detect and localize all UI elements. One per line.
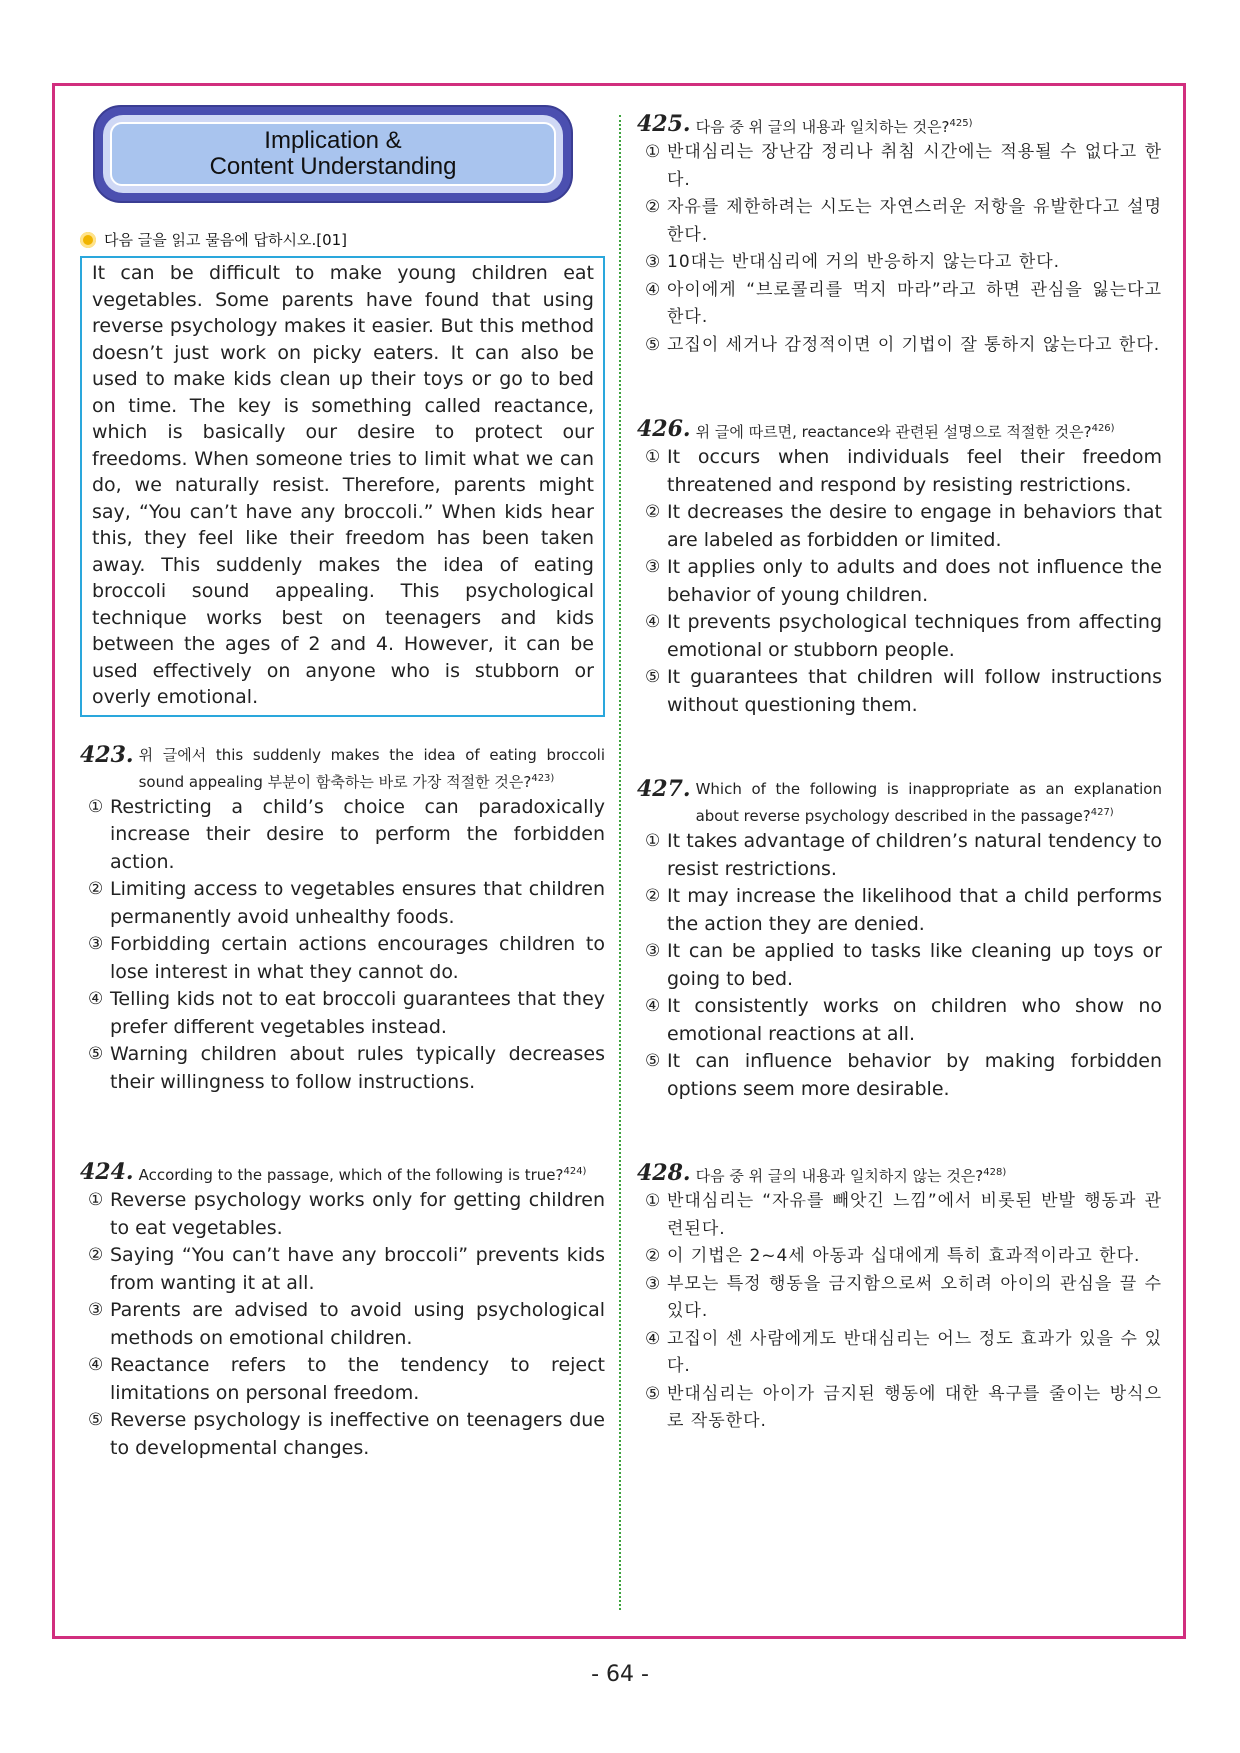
question-number: 425. bbox=[637, 111, 691, 137]
right-column bbox=[637, 112, 1162, 1436]
banner-title-line2: Content Understanding bbox=[209, 153, 457, 180]
option-1[interactable]: ① It takes advantage of children’s natural tendency to resist restrictions. bbox=[645, 830, 1162, 880]
question-425 bbox=[637, 112, 1162, 359]
question-prompt: 위 글에 따르면, reactance와 관련된 설명으로 적절한 것은?$^{426)}$ bbox=[695, 423, 1115, 441]
question-number: 428. bbox=[637, 1160, 691, 1186]
option-1[interactable]: ① Restricting a child’s choice can paradoxically increase their desire to perform the forbidden action. bbox=[88, 795, 605, 873]
option-2[interactable]: ② It may increase the likelihood that a child performs the action they are denied. bbox=[645, 885, 1162, 935]
option-1[interactable]: ① 반대심리는 장난감 정리나 취침 시간에는 적용될 수 없다고 한다. bbox=[645, 142, 1162, 190]
question-427 bbox=[637, 777, 1162, 1103]
question-426 bbox=[637, 417, 1162, 719]
option-4[interactable]: ④ 아이에게 “브로콜리를 먹지 마라”라고 하면 관심을 잃는다고 한다. bbox=[645, 279, 1162, 327]
option-3[interactable]: ③ 부모는 특정 행동을 금지함으로써 오히려 아이의 관심을 끌 수 있다. bbox=[645, 1273, 1162, 1321]
page-number: - 64 - bbox=[591, 1662, 649, 1687]
option-1[interactable]: ① It occurs when individuals feel their freedom threatened and respond by resisting restrictions. bbox=[645, 446, 1162, 496]
option-2[interactable]: ② Limiting access to vegetables ensures that children permanently avoid unhealthy foods. bbox=[88, 878, 605, 928]
option-2[interactable]: ② 이 기법은 2~4세 아동과 십대에게 특히 효과적이라고 한다. bbox=[645, 1246, 1141, 1266]
question-number: 427. bbox=[637, 776, 691, 802]
flower-icon bbox=[80, 232, 96, 248]
question-prompt: According to the passage, which of the following is true?$^{424)}$ bbox=[138, 1166, 587, 1184]
option-1[interactable]: ① 반대심리는 “자유를 빼앗긴 느낌”에서 비롯된 반발 행동과 관련된다. bbox=[645, 1191, 1162, 1239]
question-number: 426. bbox=[637, 416, 691, 442]
question-prompt: 위 글에서 this suddenly makes the idea of eating broccoli sound appealing 부분이 함축하는 바로 가장 적절한 것은?$^{423)}$ bbox=[138, 745, 605, 791]
question-number: 423. bbox=[80, 741, 134, 768]
banner-title-line1: Implication & bbox=[264, 127, 402, 154]
option-5[interactable]: ⑤ 고집이 세거나 감정적이면 이 기법이 잘 통하지 않는다고 한다. bbox=[645, 334, 1161, 355]
question-prompt: Which of the following is inappropriate as an explanation about reverse psychology described in the passage?$^{427)}$ bbox=[695, 780, 1162, 825]
option-3[interactable]: ③ It can be applied to tasks like cleaning up toys or going to bed. bbox=[645, 940, 1162, 990]
option-4[interactable]: ④ It consistently works on children who show no emotional reactions at all. bbox=[645, 995, 1162, 1045]
option-3[interactable]: ③ It applies only to adults and does not influence the behavior of young children. bbox=[645, 556, 1162, 606]
section-banner bbox=[93, 105, 573, 203]
option-5[interactable]: ⑤ It can influence behavior by making forbidden options seem more desirable. bbox=[645, 1050, 1162, 1100]
column-divider bbox=[619, 115, 621, 1610]
option-2[interactable]: ② It decreases the desire to engage in behaviors that are labeled as forbidden or limited. bbox=[645, 501, 1162, 551]
option-4[interactable]: ④ Reactance refers to the tendency to reject limitations on personal freedom. bbox=[88, 1354, 605, 1404]
question-424 bbox=[80, 1160, 605, 1462]
option-3[interactable]: ③ 10대는 반대심리에 거의 반응하지 않는다고 한다. bbox=[645, 252, 1061, 272]
option-4[interactable]: ④ Telling kids not to eat broccoli guarantees that they prefer different vegetables instead. bbox=[88, 988, 605, 1038]
left-column bbox=[80, 105, 605, 1462]
question-prompt: 다음 중 위 글의 내용과 일치하는 것은?$^{425)}$ bbox=[695, 118, 973, 136]
option-5[interactable]: ⑤ Warning children about rules typically decreases their willingness to follow instructions. bbox=[88, 1043, 605, 1093]
question-number: 424. bbox=[80, 1159, 134, 1185]
question-423 bbox=[80, 743, 605, 1097]
question-prompt: 다음 중 위 글의 내용과 일치하지 않는 것은?$^{428)}$ bbox=[695, 1167, 1007, 1185]
option-1[interactable]: ① Reverse psychology works only for getting children to eat vegetables. bbox=[88, 1189, 605, 1239]
question-428 bbox=[637, 1161, 1162, 1436]
instruction bbox=[80, 229, 605, 250]
option-5[interactable]: ⑤ 반대심리는 아이가 금지된 행동에 대한 욕구를 줄이는 방식으로 작동한다. bbox=[645, 1383, 1162, 1431]
option-5[interactable]: ⑤ Reverse psychology is ineffective on teenagers due to developmental changes. bbox=[88, 1409, 605, 1459]
option-5[interactable]: ⑤ It guarantees that children will follow instructions without questioning them. bbox=[645, 666, 1162, 716]
option-4[interactable]: ④ It prevents psychological techniques from affecting emotional or stubborn people. bbox=[645, 611, 1162, 661]
reading-passage: It can be difficult to make young children eat vegetables. Some parents have found that using reverse psychology makes it easier. But this method doesn’t just work on picky eaters. It can also be used to make kids clean up their toys or go to bed on time. The key is something called reactance, which is basically our desire to protect our freedoms. When someone tries to limit what we can do, we naturally resist. Therefore, parents might say, “You can’t have any broccoli.” When kids hear this, they feel like their freedom has been taken away. This suddenly makes the idea of eating broccoli sound appealing. This psychological technique works best on teenagers and kids between the ages of 2 and 4. However, it can be used effectively on anyone who is stubborn or overly emotional. bbox=[80, 256, 605, 717]
option-4[interactable]: ④ 고집이 센 사람에게도 반대심리는 어느 정도 효과가 있을 수 있다. bbox=[645, 1328, 1162, 1376]
option-2[interactable]: ② 자유를 제한하려는 시도는 자연스러운 저항을 유발한다고 설명한다. bbox=[645, 197, 1162, 245]
instruction-text: 다음 글을 읽고 물음에 답하시오.[01] bbox=[104, 231, 348, 249]
option-3[interactable]: ③ Parents are advised to avoid using psychological methods on emotional children. bbox=[88, 1299, 605, 1349]
option-2[interactable]: ② Saying “You can’t have any broccoli” prevents kids from wanting it at all. bbox=[88, 1244, 605, 1294]
option-3[interactable]: ③ Forbidding certain actions encourages children to lose interest in what they cannot do. bbox=[88, 933, 605, 983]
